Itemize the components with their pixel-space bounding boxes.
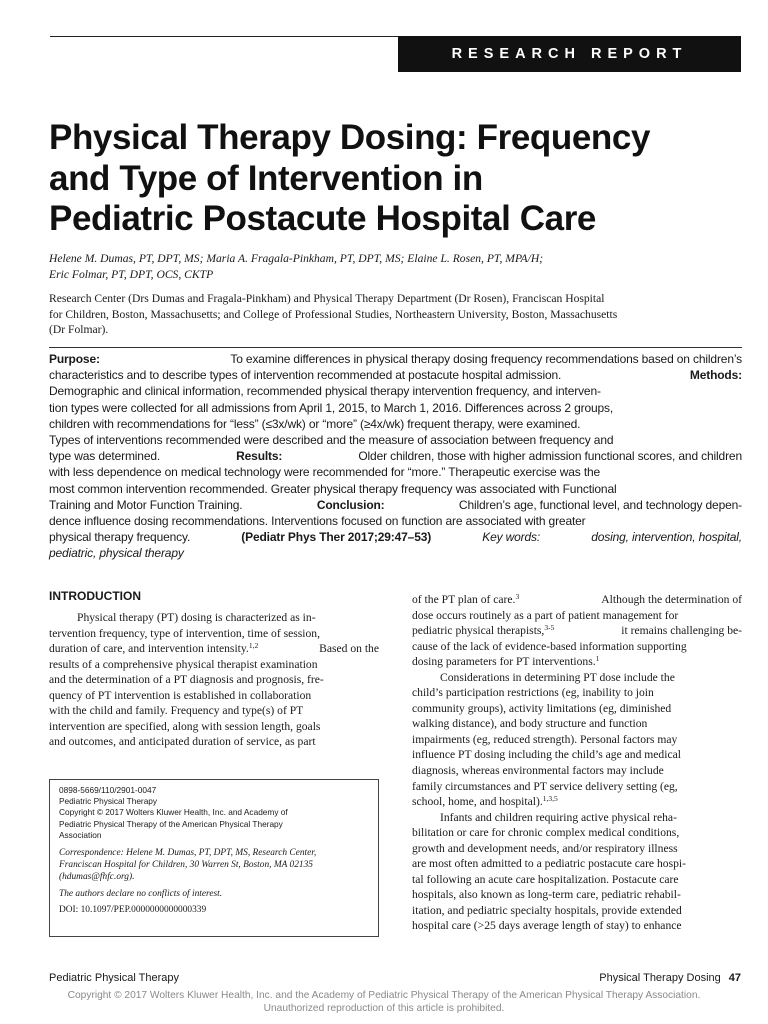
correspondence-line: Franciscan Hospital for Children, 30 Warren St, Boston, MA 02135 bbox=[59, 859, 313, 870]
citation-superscript: 1 bbox=[595, 654, 600, 664]
keywords-label: Key words: bbox=[482, 530, 541, 545]
author-list bbox=[49, 251, 749, 282]
copyright-line: Association bbox=[59, 829, 102, 840]
correspondence-line: Correspondence: Helene M. Dumas, PT, DPT, MS, Research Center, bbox=[59, 848, 317, 859]
affiliations bbox=[49, 291, 749, 338]
author-line: Eric Folmar, PT, DPT, OCS, CKTP bbox=[49, 267, 214, 281]
methods-label: Methods: bbox=[689, 368, 742, 383]
citation-superscript: 1,2 bbox=[248, 641, 259, 651]
author-line: Helene M. Dumas, PT, DPT, MS; Maria A. Fragala-Pinkham, PT, DPT, MS; Elaine L. Rosen, PT, MPA/H; bbox=[49, 252, 544, 265]
doi[interactable]: DOI: 10.1097/PEP.0000000000000339 bbox=[59, 905, 207, 916]
citation-superscript: 3-5 bbox=[544, 623, 555, 633]
article-info-box bbox=[49, 779, 379, 937]
footer-journal: Pediatric Physical Therapy bbox=[49, 972, 180, 984]
article-title bbox=[49, 118, 749, 240]
title-line: Physical Therapy Dosing: Frequency bbox=[49, 118, 651, 157]
citation-superscript: 1,3,5 bbox=[542, 794, 558, 804]
title-line: and Type of Intervention in bbox=[49, 158, 483, 198]
affiliation-line: Research Center (Drs Dumas and Fragala-Pinkham) and Physical Therapy Department (Dr Rosen), Franciscan Hospital bbox=[49, 292, 605, 305]
copyright-line: Pediatric Physical Therapy of the American Physical Therapy bbox=[59, 818, 283, 829]
journal-name: Pediatric Physical Therapy bbox=[59, 796, 158, 807]
affiliation-line: for Children, Boston, Massachusetts; and College of Professional Studies, Northeastern University, Boston, Massachusetts bbox=[49, 307, 618, 321]
introduction-heading: INTRODUCTION bbox=[49, 589, 141, 603]
title-line: Pediatric Postacute Hospital Care bbox=[49, 199, 596, 238]
copyright-notice bbox=[0, 990, 768, 1015]
results-label: Results: bbox=[236, 449, 283, 464]
citation: (Pediatr Phys Ther 2017;29:47–53) bbox=[241, 530, 432, 545]
body-column-right: of the PT plan of care.$^3$ Although the determination of dose occurs routinely as a part of patient management for pediatric physical therapists,$^{3-5}$ it remains challenging be- cause of the lack of evidence-based information supporting dosing parameters for PT interventions.$^1$ Considerations in determining PT dose include the child’s participation restrictions (eg, inability to join community groups), activity limitations (eg, diminished walking distance), and body structure and function impairments (eg, reduced strength). Personal factors may influence PT dosing including the child’s age and medical diagnosis, whereas environmental factors may include family circumstances and PT service delivery setting (eg, school, home, and hospital).$^{1,3,5}$ Infants and children requiring active physical reha- bilitation or care for chronic complex medical conditions, growth and development needs, and/or respiratory illness are most often admitted to a pediatric postacute care hospi- tal following an acute care hospitalization. Postacute care hospitals, also known as long-term care, pediatric rehabil- itation, and pediatric specialty hospitals, provide extended hospital care (>25 days average length of stay) to enhance bbox=[412, 592, 742, 933]
abstract: Purpose: To examine differences in physical therapy dosing frequency recommendations based on children’s characteristics and to describe types of intervention recommended at postacute hospital admission. Methods: Demographic and clinical information, recommended physical therapy intervention frequency, and interven- tion types were collected for all admissions from April 1, 2015, to March 1, 2016. Differences across 2 groups, children with recommendations for “less” (≤3x/wk) or “more” (≥4x/wk) frequent therapy, were examined. Types of interventions recommended were described and the measure of association between frequency and type was determined. Results: Older children, those with higher admission functional scores, and children with less dependence on medical technology were recommended for “more.” Therapeutic exercise was the most common intervention recommended. Greater physical therapy frequency was associated with Functional Training and Motor Function Training. Conclusion: Children’s age, functional level, and technology depen- dence influence dosing recommendations. Interventions focused on function are associated with greater physical therapy frequency. (Pediatr Phys Ther 2017;29:47–53) Key words: dosing, intervention, hospital, pediatric, physical therapy bbox=[49, 352, 742, 561]
page-number: 47 bbox=[728, 972, 741, 984]
keywords: pediatric, physical therapy bbox=[49, 546, 184, 561]
footer-running-title bbox=[599, 972, 741, 984]
conflict-statement: The authors declare no conflicts of interest. bbox=[59, 889, 223, 900]
correspondence-email[interactable]: (hdumas@fhfc.org). bbox=[59, 871, 135, 882]
header-rule bbox=[50, 36, 398, 37]
citation-superscript: 3 bbox=[515, 592, 520, 601]
section-banner: RESEARCH REPORT bbox=[398, 36, 741, 72]
purpose-label: Purpose: bbox=[49, 352, 100, 366]
issn: 0898-5669/110/2901-0047 bbox=[59, 785, 157, 795]
copyright-line: Copyright © 2017 Wolters Kluwer Health, Inc. and the Academy of Pediatric Physical Therapy of the American Physical Therapy Association. bbox=[67, 990, 701, 1001]
running-title: Physical Therapy Dosing bbox=[599, 972, 721, 984]
copyright-line: Unauthorized reproduction of this article is prohibited. bbox=[263, 1002, 505, 1014]
body-column-left: Physical therapy (PT) dosing is characterized as in- tervention frequency, type of intervention, time of session, duration of care, and intervention intensity.$^{1,2}$ Based on the results of a comprehensive physical therapist examination and the determination of a PT diagnosis and prognosis, fre- quency of PT intervention is established in collaboration with the child and family. Frequency and type(s) of PT intervention are specified, along with session length, goals and outcomes, and anticipated duration of service, as part bbox=[49, 611, 379, 749]
abstract-rule bbox=[49, 347, 742, 348]
conclusion-label: Conclusion: bbox=[316, 497, 385, 512]
copyright-line: Copyright © 2017 Wolters Kluwer Health, Inc. and Academy of bbox=[59, 807, 288, 818]
affiliation-line: (Dr Folmar). bbox=[49, 323, 109, 336]
